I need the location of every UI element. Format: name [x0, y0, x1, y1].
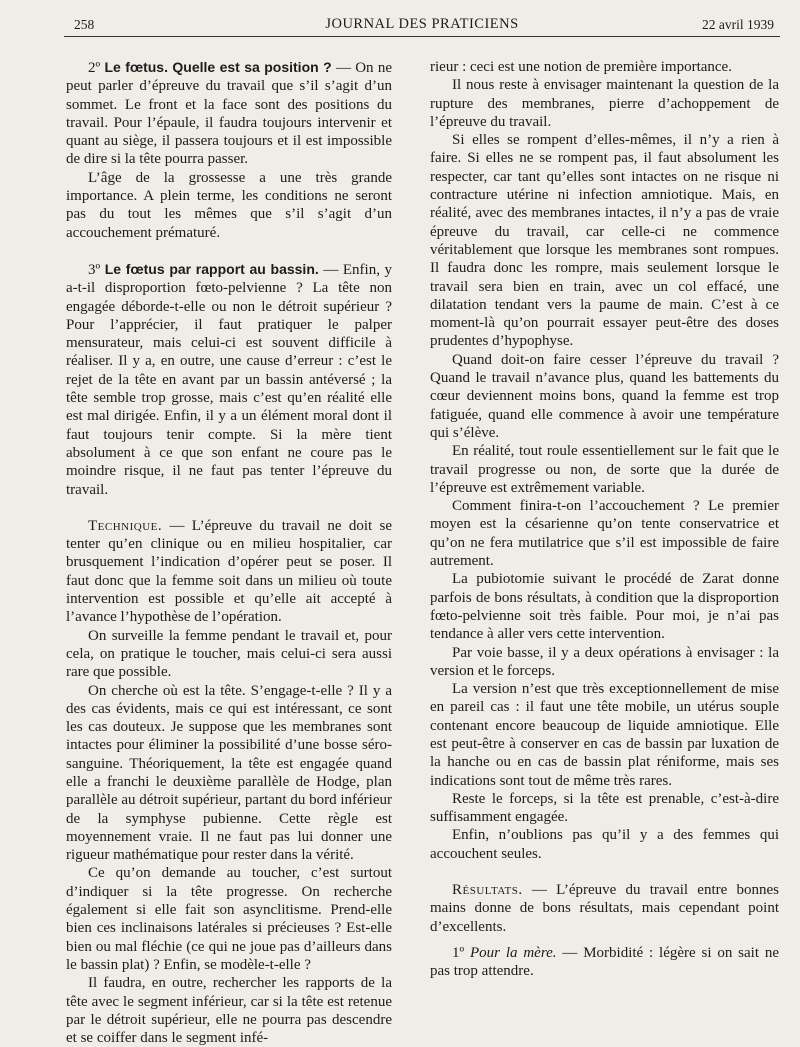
- section-fetus-pelvis: [66, 260, 392, 499]
- paragraph: Ce qu’on demande au toucher, c’est surtout d’indiquer si la tête progresse. On recherche également si elle fait son asynclitisme. Prend-elle bien ces inclinaisons latérales si précieuses ? Est-elle bien ou mal fléchie (ce qui ne joue pas d’ailleurs dans le bassin plat) ? Enfin, se modèle-t-elle ?: [66, 865, 392, 973]
- page-number: 258: [74, 17, 95, 32]
- section-heading: Le fœtus par rapport au bassin.: [104, 260, 319, 277]
- paragraph-text: — Enfin, y a-t-il disproportion fœto-pelvienne ? La tête non engagée déborde-t-elle ou non le détroit supérieur ? Pour l’apprécier, il faut pratiquer le palper mensurateur, mais celui-ci est souvent difficile à réaliser. Il y a, en outre, une cause d’erreur : c’est le rejet de la tête en avant par un bassin antéversé ; la tête semble trop grosse, mais c’est qu’en réalité elle est mal dirigée. Enfin, il y a un élément moral dont il faut toujours tenir compte. Si la mère tient absolument à ce que son enfant ne coure pas le moindre risque, il ne faut pas tenter l’épreuve du travail.: [66, 261, 393, 498]
- paragraph: La pubiotomie suivant le procédé de Zarat donne parfois de bons résultats, à condition que la disproportion fœto-pelvienne soit très faible. Pour moi, je n’ai pas tendance à aller vers cette intervention.: [430, 571, 779, 643]
- running-header: [64, 14, 780, 37]
- paragraph: La version n’est que très exceptionnellement de mise en pareil cas : il faut une tête mobile, un utérus souple contenant encore beaucoup de liquide amniotique. Elle est peut-être à conserver en cas de bassin par luxation de la hanche ou en cas de bassin plat réniforme, mais ses indications sont tout de même très rares.: [430, 681, 779, 789]
- section-number: 3º: [88, 261, 101, 278]
- paragraph: Enfin, n’oublions pas qu’il y a des femmes qui accouchent seules.: [430, 827, 779, 862]
- paragraph: Quand doit-on faire cesser l’épreuve du travail ? Quand le travail n’avance plus, quand les battements du cœur deviennent moins bons, quand la femme est trop fatiguée, quand elle commence à avoir une température qui s’élève.: [430, 351, 779, 441]
- section-technique: [66, 517, 392, 627]
- section-fetus-position: [66, 58, 392, 169]
- paragraph-text: — L’épreuve du travail ne doit se tenter qu’en clinique ou en milieu hospitalier, car brusquement l’indication d’opérer peut se poser. Il faut donc que la femme soit dans un milieu où toute intervention est possible et qu’elle ait accepté à l’avance l’hypothèse de l’opération.: [66, 517, 392, 626]
- section-number: 1º: [452, 944, 465, 961]
- subsection-mother: [430, 944, 779, 981]
- paragraph: Si elles se rompent d’elles-mêmes, il n’y a rien à faire. Si elles ne se rompent pas, il faut absolument les respecter, car tant qu’elles sont intactes on ne risque ni contracture utérine ni infection amniotique. Mais, en réalité, avec des membranes intactes, il n’y a pas de vraie épreuve du travail, car celle-ci ne commence véritablement que lorsque les membranes sont rompues. Il faudra donc les rompre, mais seulement lorsque le travail sera bien en train, avec un col effacé, une dilatation tendant vers la paume de main. C’est à ce moment-là qu’on pourrait essayer peut-être des doses prudentes d’hypophyse.: [430, 132, 779, 350]
- paragraph: On cherche où est la tête. S’engage-t-elle ? Il y a des cas évidents, mais ce qui est intéressant, ce sont les cas douteux. Je suppose que les membranes sont intactes pour éliminer la possibilité d’une bosse séro-sanguine. Théoriquement, la tête est engagée quand elle a franchi le deuxième parallèle de Hodge, plan parallèle au détroit supérieur, partant du bord inférieur de la symphyse pubienne. Cette règle est moyennement vraie. Il ne faut pas lui donner une rigueur mathématique pour rester dans la vérité.: [66, 682, 392, 864]
- paragraph-continuation: rieur : ceci est une notion de première importance.: [430, 59, 732, 75]
- section-heading: Résultats.: [452, 882, 523, 899]
- section-heading: Le fœtus. Quelle est sa position ?: [104, 59, 332, 75]
- left-column: [66, 58, 392, 1047]
- paragraph-text: — Morbidité : légère si on sait ne pas trop attendre.: [430, 944, 780, 980]
- journal-title: JOURNAL DES PRATICIENS: [325, 16, 519, 32]
- issue-date: 22 avril 1939: [702, 17, 774, 32]
- paragraph: Comment finira-t-on l’accouchement ? Le premier moyen est la césarienne qu’on tente conservatrice et qu’on ne fera mutilatrice que s’il est impossible de faire autrement.: [430, 498, 779, 570]
- section-results: [430, 881, 779, 936]
- paragraph: Par voie basse, il y a deux opérations à envisager : la version et le forceps.: [430, 644, 779, 679]
- paragraph-text: — L’épreuve du travail entre bonnes mains donne de bons résultats, mais cependant point d’excellents.: [430, 882, 779, 935]
- paragraph: On surveille la femme pendant le travail et, pour cela, on pratique le toucher, mais celui-ci sera aussi rare que possible.: [66, 627, 392, 681]
- paragraph: L’âge de la grossesse a une très grande importance. A plein terme, les conditions ne seront pas du tout les mêmes que s’il s’agit d’un accouchement prématuré.: [66, 169, 392, 241]
- paragraph: En réalité, tout roule essentiellement sur le fait que le travail progresse ou non, de sorte que la durée de l’épreuve est extrêmement variable.: [430, 443, 779, 496]
- paragraph-text: — On ne peut parler d’épreuve du travail que s’il s’agit d’un sommet. Le front et la face sont des positions du travail. Pour l’épaule, il faudra toujours intervenir et quant au siège, il passera toujours et il est impossible de dire si la tête pourra passer.: [66, 60, 392, 168]
- paragraph: Il faudra, en outre, rechercher les rapports de la tête avec le segment inférieur, car si la tête est retenue par le détroit supérieur, elle ne pourra pas descendre et se coiffer dans le segment infé-: [66, 975, 392, 1047]
- subsection-heading: Pour la mère.: [470, 944, 557, 961]
- section-heading: Technique.: [88, 517, 163, 534]
- section-number: 2º: [88, 60, 101, 76]
- right-column: [430, 58, 779, 981]
- paragraph: Il nous reste à envisager maintenant la question de la rupture des membranes, pierre d’achoppement de l’épreuve du travail.: [430, 77, 779, 130]
- paragraph: Reste le forceps, si la tête est prenable, c’est-à-dire suffisamment engagée.: [430, 790, 779, 826]
